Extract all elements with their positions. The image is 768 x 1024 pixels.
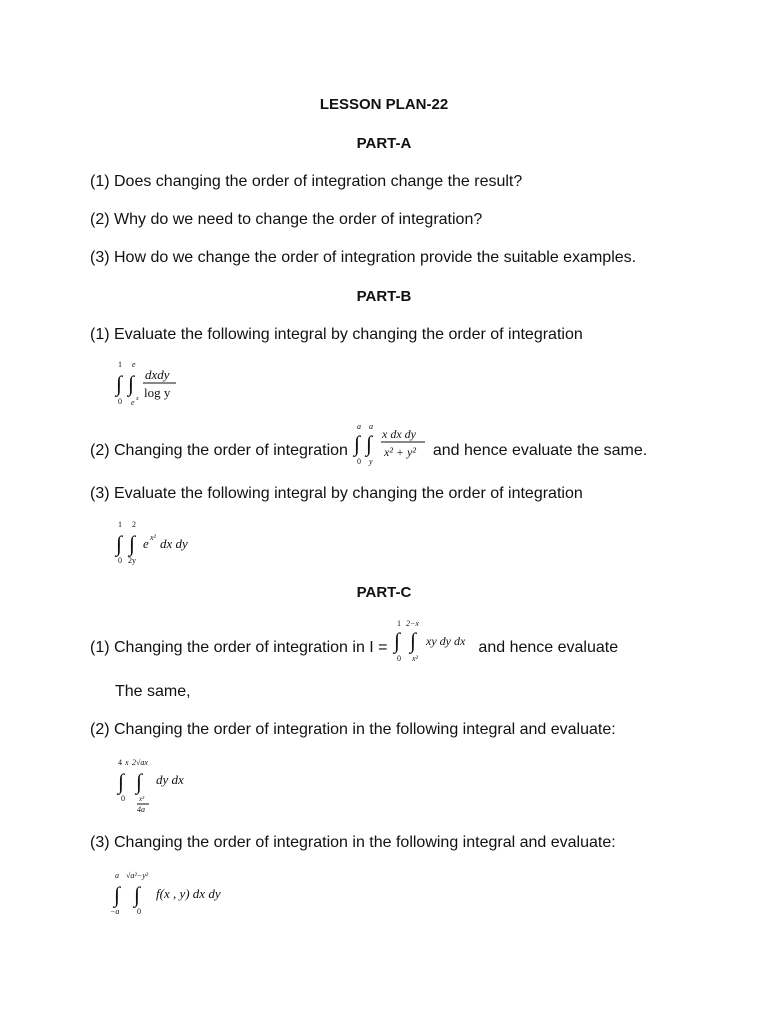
integrand-differentials: dx dy	[160, 536, 188, 551]
denominator: x² + y²	[384, 445, 417, 459]
svg-text:∫: ∫	[114, 882, 121, 907]
svg-text:∫: ∫	[354, 431, 361, 456]
denominator: log y	[144, 385, 171, 400]
integrand-base: e	[143, 536, 149, 551]
numerator: x dx dy	[382, 427, 417, 441]
part-c-q1-continuation: The same,	[115, 683, 191, 700]
inner-upper-limit: 2−x	[405, 619, 419, 628]
part-b-q2-prefix: (2) Changing the order of integration	[90, 442, 348, 460]
svg-text:∫: ∫	[409, 628, 416, 653]
outer-lower-limit: 0	[396, 654, 401, 663]
part-b-q2-suffix: and hence evaluate the same.	[432, 442, 648, 460]
part-b-heading: PART-B	[356, 288, 412, 305]
svg-text:∫: ∫	[128, 371, 135, 396]
integrand: dy dx	[156, 772, 184, 787]
document-title: LESSON PLAN-22	[319, 96, 449, 113]
outer-upper-limit: 1	[396, 619, 401, 628]
part-c-question-1	[90, 619, 619, 664]
part-b-q1-integral	[112, 358, 192, 408]
part-c-q1-prefix: (1) Changing the order of integration in I =	[90, 639, 388, 657]
part-c-q3-integral	[108, 868, 248, 918]
part-b-q2-integral	[352, 421, 428, 467]
inner-upper-limit: √a²−y²	[126, 871, 149, 880]
inner-upper-limit: 2	[132, 520, 136, 529]
part-a-question-2: (2) Why do we need to change the order of integration?	[90, 211, 483, 228]
outer-upper-limit: a	[357, 422, 362, 431]
part-a-heading: PART-A	[356, 135, 412, 152]
outer-lower-limit: −a	[110, 907, 120, 916]
integrand: f(x , y) dx dy	[156, 886, 221, 901]
outer-lower-limit: 0	[118, 397, 122, 406]
inner-upper-limit: a	[369, 422, 374, 431]
part-c-heading: PART-C	[356, 584, 412, 601]
part-b-q3-integral	[112, 518, 202, 566]
inner-lower-limit: 0	[137, 907, 141, 916]
part-a-question-3: (3) How do we change the order of integration provide the suitable examples.	[90, 249, 637, 266]
outer-upper-limit: 1	[118, 520, 122, 529]
part-c-q2-integral	[112, 756, 202, 816]
part-b-question-1: (1) Evaluate the following integral by changing the order of integration	[90, 326, 583, 343]
integrand: xy dy dx	[425, 634, 466, 648]
svg-text:∫: ∫	[366, 431, 373, 456]
part-c-question-3: (3) Changing the order of integration in the following integral and evaluate:	[90, 834, 616, 851]
outer-upper-limit: a	[115, 871, 119, 880]
svg-text:∫: ∫	[118, 769, 125, 794]
inner-lower-limit: 2y	[128, 556, 136, 565]
outer-lower-limit: 0	[357, 457, 362, 466]
outer-upper-limit: 1	[118, 360, 122, 369]
svg-text:∫: ∫	[136, 769, 143, 794]
integrand-superscript: x²	[150, 533, 156, 542]
part-c-question-2: (2) Changing the order of integration in the following integral and evaluate:	[90, 721, 616, 738]
outer-upper-limit-extra: x	[125, 758, 129, 767]
part-b-question-2	[90, 422, 648, 467]
svg-text:∫: ∫	[393, 628, 400, 653]
svg-text:∫: ∫	[116, 371, 123, 396]
numerator: dxdy	[145, 367, 170, 382]
outer-upper-limit: 4	[118, 758, 122, 767]
outer-lower-limit: 0	[118, 556, 122, 565]
part-a-question-1: (1) Does changing the order of integration change the result?	[90, 173, 523, 190]
inner-lower-limit-sup: x	[136, 396, 139, 402]
svg-text:∫: ∫	[129, 531, 136, 556]
inner-lower-limit-numerator: x²	[139, 795, 145, 803]
inner-lower-limit-denominator: 4a	[137, 805, 145, 814]
svg-text:∫: ∫	[134, 882, 141, 907]
part-c-q1-suffix: and hence evaluate	[478, 639, 619, 657]
svg-text:∫: ∫	[116, 531, 123, 556]
inner-lower-limit: y	[369, 457, 373, 466]
part-b-question-3: (3) Evaluate the following integral by changing the order of integration	[90, 485, 583, 502]
inner-lower-limit: x²	[411, 654, 418, 663]
part-c-q1-integral	[392, 618, 474, 664]
inner-lower-limit: e	[131, 398, 135, 407]
outer-lower-limit: 0	[121, 794, 125, 803]
inner-upper-limit: e	[132, 360, 136, 369]
inner-upper-limit: 2√ax	[132, 758, 148, 767]
